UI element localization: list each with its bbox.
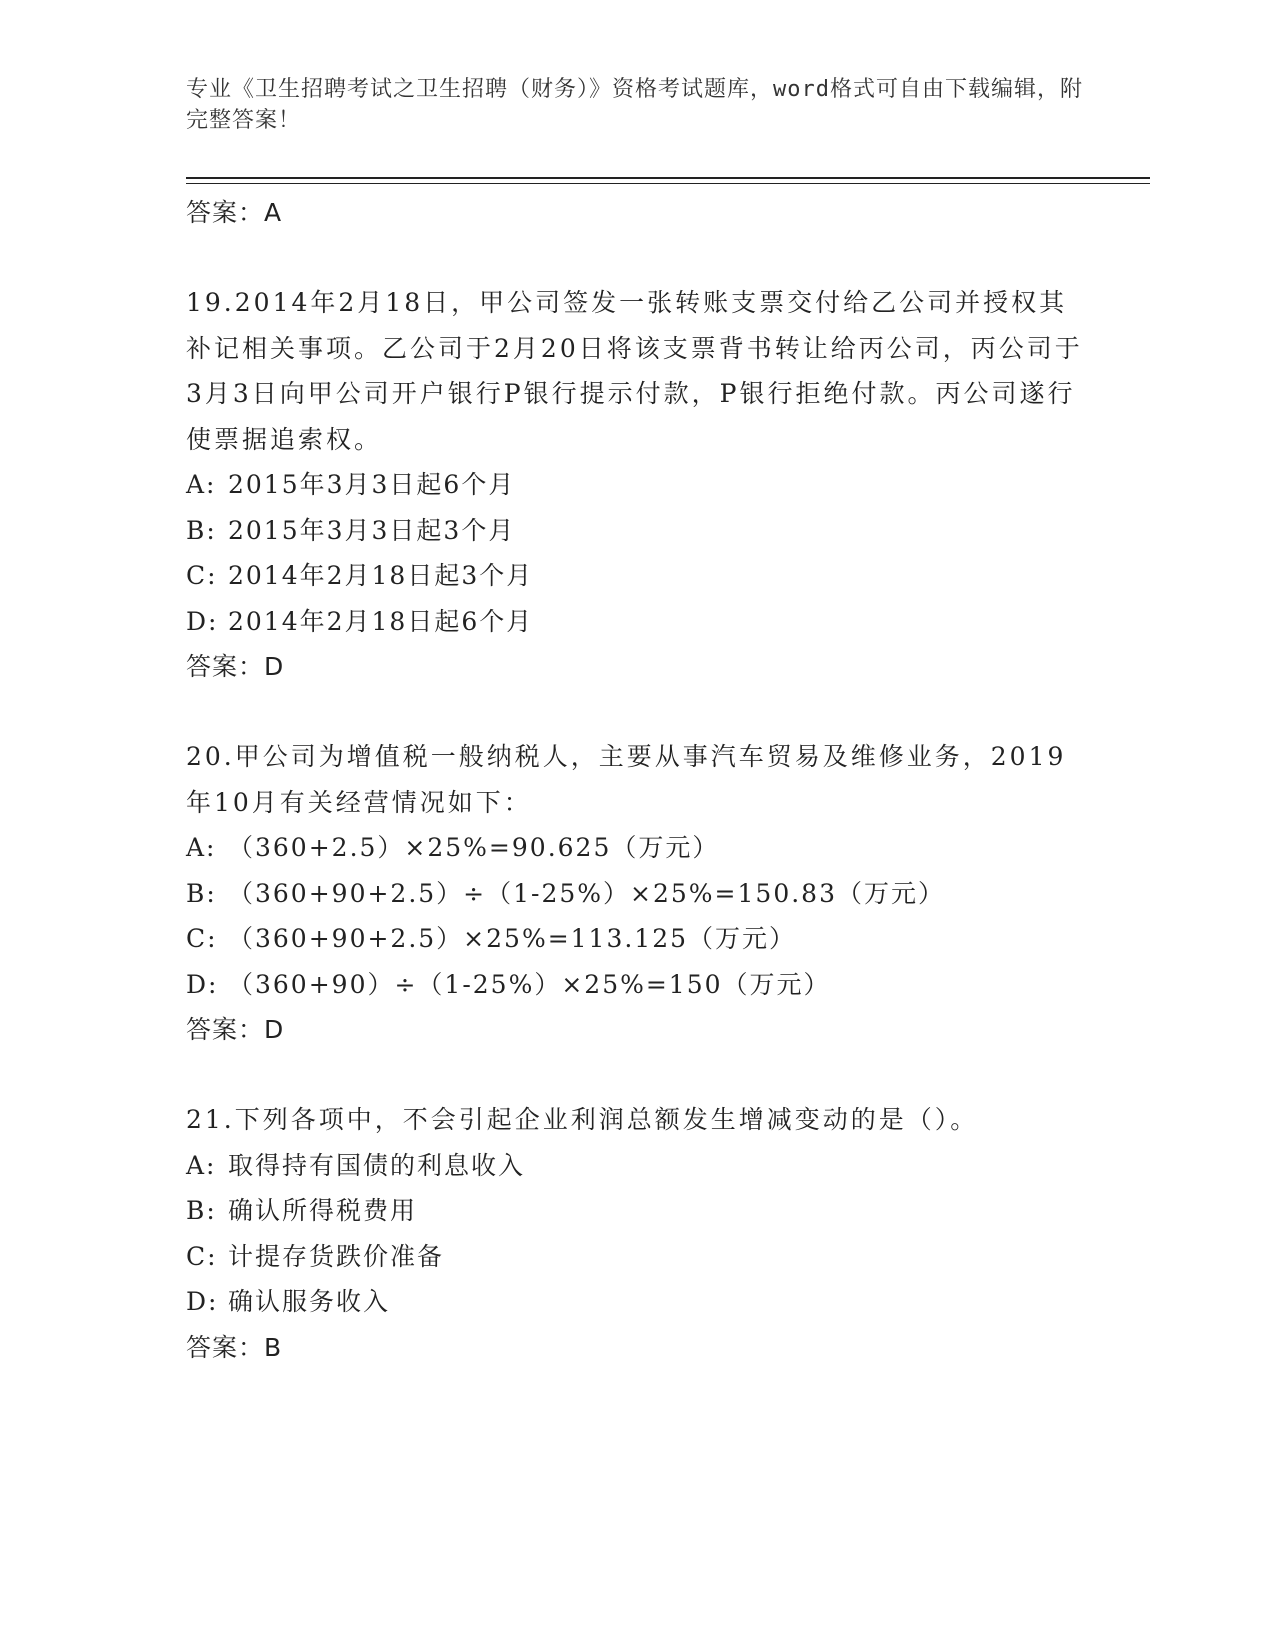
option-letter: B: bbox=[186, 515, 217, 545]
option-letter: A: bbox=[186, 833, 217, 862]
option-letter: C: bbox=[186, 561, 218, 590]
question-21 bbox=[186, 1097, 1086, 1371]
option-d bbox=[186, 599, 1086, 645]
option-d bbox=[186, 1279, 1086, 1325]
option-text: 2015年3月3日起6个月 bbox=[228, 470, 516, 499]
header-divider-thin bbox=[186, 183, 1150, 184]
option-letter: D: bbox=[186, 606, 219, 636]
option-text: 2014年2月18日起6个月 bbox=[228, 606, 534, 636]
option-a bbox=[186, 462, 1086, 508]
option-text: （360+90+2.5）÷（1-25%）×25%=150.83（万元） bbox=[228, 878, 945, 908]
option-c bbox=[186, 1234, 1086, 1280]
spacer bbox=[186, 236, 1086, 280]
option-text: 计提存货跌价准备 bbox=[228, 1241, 445, 1271]
option-b bbox=[186, 1188, 1086, 1234]
question-answer: 答案：B bbox=[186, 1332, 283, 1362]
option-letter: C: bbox=[186, 1241, 218, 1271]
option-b bbox=[186, 508, 1086, 554]
question-stem: 20.甲公司为增值税一般纳税人，主要从事汽车贸易及维修业务，2019年10月有关经营情况如下： bbox=[186, 742, 1067, 817]
option-text: 确认所得税费用 bbox=[228, 1196, 418, 1225]
question-stem: 19.2014年2月18日，甲公司签发一张转账支票交付给乙公司并授权其补记相关事项。乙公司于2月20日将该支票背书转让给丙公司，丙公司于3月3日向甲公司开户银行P银行提示付款，P银行拒绝付款。丙公司遂行使票据追索权。 bbox=[186, 288, 1083, 454]
header-divider-thick bbox=[186, 177, 1150, 179]
option-c bbox=[186, 553, 1086, 599]
question-answer: 答案：D bbox=[186, 652, 285, 681]
option-letter: D: bbox=[186, 969, 219, 999]
option-letter: B: bbox=[186, 1196, 217, 1225]
question-19 bbox=[186, 280, 1086, 690]
option-letter: C: bbox=[186, 924, 218, 953]
previous-answer: 答案：A bbox=[186, 198, 283, 227]
option-text: 确认服务收入 bbox=[228, 1287, 391, 1316]
question-20 bbox=[186, 734, 1086, 1053]
option-text: （360+90+2.5）×25%=113.125（万元） bbox=[228, 924, 797, 953]
option-letter: B: bbox=[186, 878, 217, 908]
option-a bbox=[186, 825, 1086, 871]
question-answer: 答案：D bbox=[186, 1015, 285, 1044]
question-stem: 21.下列各项中，不会引起企业利润总额发生增减变动的是（）。 bbox=[186, 1105, 979, 1134]
option-letter: A: bbox=[186, 1150, 217, 1180]
option-text: 2015年3月3日起3个月 bbox=[228, 515, 516, 545]
page-header: 专业《卫生招聘考试之卫生招聘（财务）》资格考试题库，word格式可自由下载编辑，附完整答案！ bbox=[186, 77, 1083, 133]
option-letter: D: bbox=[186, 1287, 219, 1316]
spacer bbox=[186, 1053, 1086, 1097]
option-text: （360+2.5）×25%=90.625（万元） bbox=[228, 833, 720, 862]
option-b bbox=[186, 871, 1086, 917]
question-list bbox=[186, 190, 1086, 1371]
option-text: （360+90）÷（1-25%）×25%=150（万元） bbox=[228, 969, 831, 999]
option-text: 2014年2月18日起3个月 bbox=[228, 561, 534, 590]
option-letter: A: bbox=[186, 470, 217, 499]
spacer bbox=[186, 690, 1086, 734]
option-d bbox=[186, 962, 1086, 1008]
option-text: 取得持有国债的利息收入 bbox=[228, 1150, 526, 1180]
option-a bbox=[186, 1143, 1086, 1189]
option-c bbox=[186, 916, 1086, 962]
